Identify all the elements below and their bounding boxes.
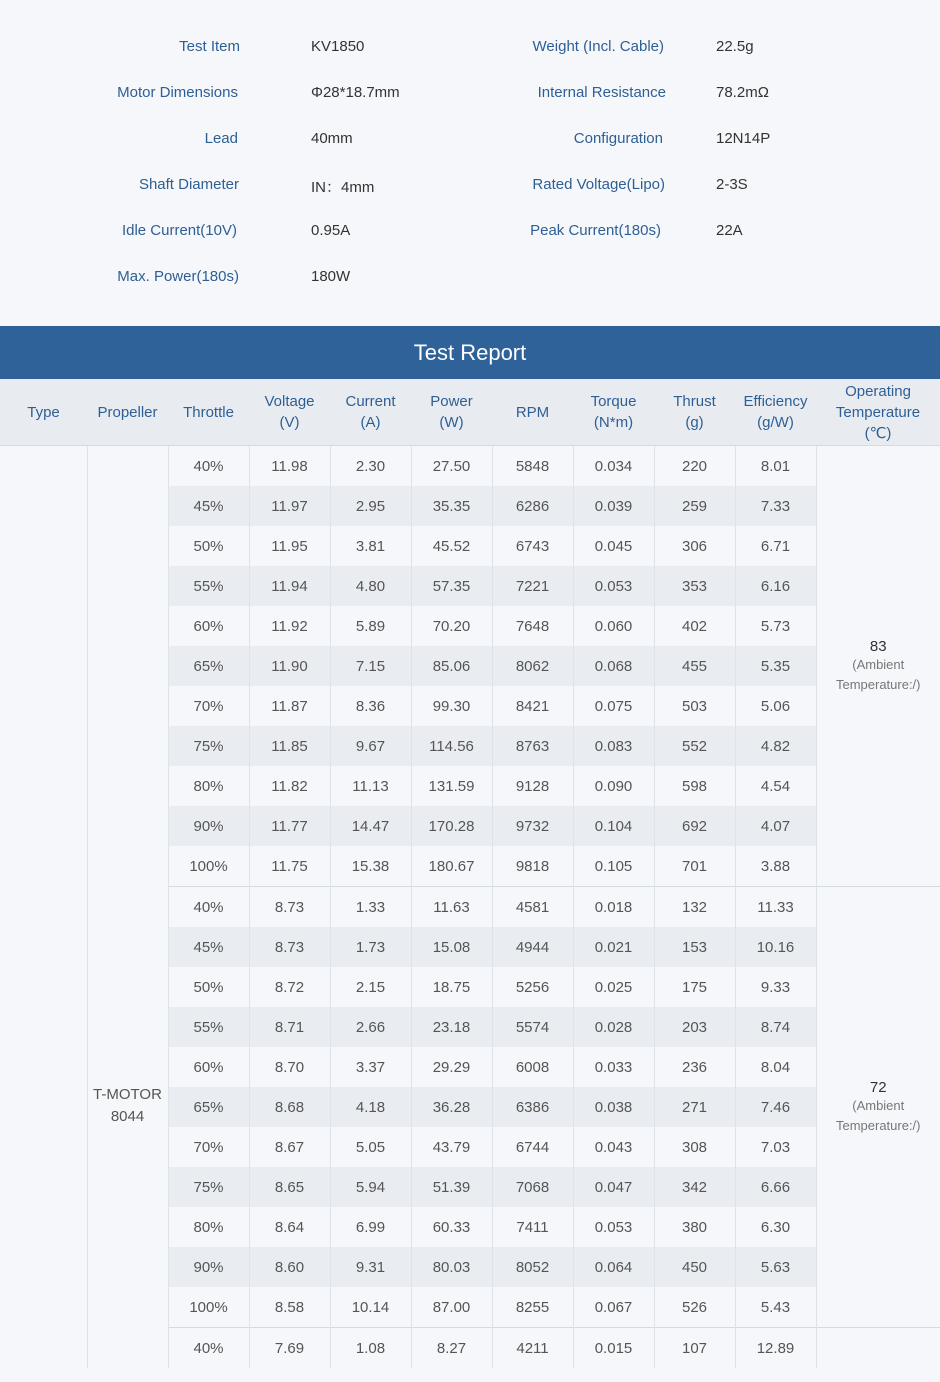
voltage-cell: 8.65 bbox=[249, 1167, 330, 1207]
current-cell: 10.14 bbox=[330, 1287, 411, 1328]
current-cell: 1.73 bbox=[330, 927, 411, 967]
thrust-cell: 380 bbox=[654, 1207, 735, 1247]
efficiency-cell: 8.04 bbox=[735, 1047, 816, 1087]
propeller-brand: T-MOTOR bbox=[93, 1086, 162, 1103]
voltage-cell: 8.60 bbox=[249, 1247, 330, 1287]
voltage-cell: 8.70 bbox=[249, 1047, 330, 1087]
voltage-cell: 11.77 bbox=[249, 806, 330, 846]
torque-cell: 0.105 bbox=[573, 846, 654, 887]
header-current: Current (A) bbox=[330, 379, 411, 446]
rpm-cell: 6386 bbox=[492, 1087, 573, 1127]
voltage-cell: 11.82 bbox=[249, 766, 330, 806]
voltage-cell: 8.64 bbox=[249, 1207, 330, 1247]
torque-cell: 0.067 bbox=[573, 1287, 654, 1328]
temperature-cell bbox=[816, 887, 940, 1328]
thrust-cell: 203 bbox=[654, 1007, 735, 1047]
throttle-cell: 80% bbox=[168, 766, 249, 806]
rpm-cell: 8763 bbox=[492, 726, 573, 766]
rpm-cell: 4581 bbox=[492, 887, 573, 928]
voltage-cell: 8.68 bbox=[249, 1087, 330, 1127]
spec-value-internal-resistance: 78.2mΩ bbox=[716, 84, 769, 101]
voltage-cell: 8.73 bbox=[249, 887, 330, 928]
efficiency-cell: 5.63 bbox=[735, 1247, 816, 1287]
torque-cell: 0.047 bbox=[573, 1167, 654, 1207]
rpm-cell: 8052 bbox=[492, 1247, 573, 1287]
current-cell: 9.31 bbox=[330, 1247, 411, 1287]
torque-cell: 0.038 bbox=[573, 1087, 654, 1127]
voltage-cell: 11.98 bbox=[249, 446, 330, 487]
efficiency-cell: 6.71 bbox=[735, 526, 816, 566]
throttle-cell: 70% bbox=[168, 1127, 249, 1167]
efficiency-cell: 6.30 bbox=[735, 1207, 816, 1247]
temperature-value: 83 bbox=[869, 637, 887, 655]
thrust-cell: 692 bbox=[654, 806, 735, 846]
throttle-cell: 50% bbox=[168, 967, 249, 1007]
efficiency-cell: 8.74 bbox=[735, 1007, 816, 1047]
rpm-cell: 9128 bbox=[492, 766, 573, 806]
spec-value-peak-current: 22A bbox=[716, 222, 743, 239]
thrust-cell: 353 bbox=[654, 566, 735, 606]
spec-value-weight: 22.5g bbox=[716, 38, 754, 55]
torque-cell: 0.090 bbox=[573, 766, 654, 806]
efficiency-cell: 7.03 bbox=[735, 1127, 816, 1167]
power-cell: 11.63 bbox=[411, 887, 492, 928]
thrust-cell: 306 bbox=[654, 526, 735, 566]
voltage-cell: 11.97 bbox=[249, 486, 330, 526]
rpm-cell: 5256 bbox=[492, 967, 573, 1007]
current-cell: 2.30 bbox=[330, 446, 411, 487]
spec-label-shaft-diameter: Shaft Diameter bbox=[138, 176, 239, 193]
temperature-cell bbox=[816, 446, 940, 887]
rpm-cell: 7221 bbox=[492, 566, 573, 606]
efficiency-cell: 7.33 bbox=[735, 486, 816, 526]
rpm-cell: 4211 bbox=[492, 1328, 573, 1369]
header-torque: Torque (N*m) bbox=[573, 379, 654, 446]
efficiency-cell: 4.07 bbox=[735, 806, 816, 846]
power-cell: 36.28 bbox=[411, 1087, 492, 1127]
header-power: Power (W) bbox=[411, 379, 492, 446]
efficiency-cell: 11.33 bbox=[735, 887, 816, 928]
power-cell: 8.27 bbox=[411, 1328, 492, 1369]
power-cell: 51.39 bbox=[411, 1167, 492, 1207]
torque-cell: 0.075 bbox=[573, 686, 654, 726]
torque-cell: 0.043 bbox=[573, 1127, 654, 1167]
torque-cell: 0.025 bbox=[573, 967, 654, 1007]
rpm-cell: 9732 bbox=[492, 806, 573, 846]
thrust-cell: 175 bbox=[654, 967, 735, 1007]
voltage-cell: 11.90 bbox=[249, 646, 330, 686]
current-cell: 2.15 bbox=[330, 967, 411, 1007]
rpm-cell: 8062 bbox=[492, 646, 573, 686]
throttle-cell: 55% bbox=[168, 1007, 249, 1047]
power-cell: 57.35 bbox=[411, 566, 492, 606]
torque-cell: 0.104 bbox=[573, 806, 654, 846]
efficiency-cell: 5.43 bbox=[735, 1287, 816, 1328]
efficiency-cell: 5.35 bbox=[735, 646, 816, 686]
table-row bbox=[0, 446, 940, 487]
spec-label-configuration: Configuration bbox=[573, 130, 663, 147]
spec-value-motor-dimensions: Φ28*18.7mm bbox=[311, 84, 400, 101]
voltage-cell: 11.95 bbox=[249, 526, 330, 566]
spec-label-peak-current: Peak Current(180s) bbox=[530, 222, 661, 239]
current-cell: 1.33 bbox=[330, 887, 411, 928]
efficiency-cell: 5.06 bbox=[735, 686, 816, 726]
rpm-cell: 6744 bbox=[492, 1127, 573, 1167]
thrust-cell: 236 bbox=[654, 1047, 735, 1087]
rpm-cell: 5574 bbox=[492, 1007, 573, 1047]
power-cell: 23.18 bbox=[411, 1007, 492, 1047]
current-cell: 4.80 bbox=[330, 566, 411, 606]
torque-cell: 0.045 bbox=[573, 526, 654, 566]
power-cell: 35.35 bbox=[411, 486, 492, 526]
ambient-note: Temperature:/) bbox=[835, 1117, 921, 1133]
torque-cell: 0.033 bbox=[573, 1047, 654, 1087]
current-cell: 5.89 bbox=[330, 606, 411, 646]
thrust-cell: 402 bbox=[654, 606, 735, 646]
temperature-cell bbox=[816, 1328, 940, 1369]
throttle-cell: 50% bbox=[168, 526, 249, 566]
torque-cell: 0.053 bbox=[573, 566, 654, 606]
power-cell: 80.03 bbox=[411, 1247, 492, 1287]
rpm-cell: 6743 bbox=[492, 526, 573, 566]
power-cell: 87.00 bbox=[411, 1287, 492, 1328]
header-efficiency: Efficiency (g/W) bbox=[735, 379, 816, 446]
header-voltage: Voltage (V) bbox=[249, 379, 330, 446]
voltage-cell: 11.94 bbox=[249, 566, 330, 606]
efficiency-cell: 6.16 bbox=[735, 566, 816, 606]
current-cell: 5.05 bbox=[330, 1127, 411, 1167]
torque-cell: 0.064 bbox=[573, 1247, 654, 1287]
current-cell: 3.37 bbox=[330, 1047, 411, 1087]
voltage-cell: 7.69 bbox=[249, 1328, 330, 1369]
power-cell: 43.79 bbox=[411, 1127, 492, 1167]
current-cell: 2.66 bbox=[330, 1007, 411, 1047]
throttle-cell: 45% bbox=[168, 927, 249, 967]
current-cell: 3.81 bbox=[330, 526, 411, 566]
thrust-cell: 526 bbox=[654, 1287, 735, 1328]
thrust-cell: 220 bbox=[654, 446, 735, 487]
rpm-cell: 6008 bbox=[492, 1047, 573, 1087]
rpm-cell: 8421 bbox=[492, 686, 573, 726]
thrust-cell: 552 bbox=[654, 726, 735, 766]
header-thrust: Thrust (g) bbox=[654, 379, 735, 446]
throttle-cell: 100% bbox=[168, 1287, 249, 1328]
propeller-cell bbox=[87, 446, 168, 1369]
current-cell: 5.94 bbox=[330, 1167, 411, 1207]
efficiency-cell: 4.82 bbox=[735, 726, 816, 766]
thrust-cell: 153 bbox=[654, 927, 735, 967]
efficiency-cell: 10.16 bbox=[735, 927, 816, 967]
rpm-cell: 7411 bbox=[492, 1207, 573, 1247]
throttle-cell: 90% bbox=[168, 806, 249, 846]
power-cell: 45.52 bbox=[411, 526, 492, 566]
ambient-note: Temperature:/) bbox=[835, 676, 921, 692]
spec-value-test-item: KV1850 bbox=[311, 38, 365, 55]
voltage-cell: 8.67 bbox=[249, 1127, 330, 1167]
table-header-row bbox=[0, 379, 940, 446]
voltage-cell: 11.75 bbox=[249, 846, 330, 887]
spec-section bbox=[0, 0, 940, 326]
rpm-cell: 9818 bbox=[492, 846, 573, 887]
voltage-cell: 8.71 bbox=[249, 1007, 330, 1047]
torque-cell: 0.083 bbox=[573, 726, 654, 766]
throttle-cell: 65% bbox=[168, 646, 249, 686]
power-cell: 15.08 bbox=[411, 927, 492, 967]
efficiency-cell: 7.46 bbox=[735, 1087, 816, 1127]
spec-value-max-power: 180W bbox=[311, 268, 351, 285]
spec-label-rated-voltage: Rated Voltage(Lipo) bbox=[532, 176, 665, 193]
torque-cell: 0.028 bbox=[573, 1007, 654, 1047]
throttle-cell: 75% bbox=[168, 726, 249, 766]
spec-value-lead: 40mm bbox=[311, 130, 353, 147]
current-cell: 6.99 bbox=[330, 1207, 411, 1247]
efficiency-cell: 9.33 bbox=[735, 967, 816, 1007]
header-propeller: Propeller bbox=[87, 379, 168, 446]
efficiency-cell: 8.01 bbox=[735, 446, 816, 487]
propeller-model: 8044 bbox=[110, 1108, 145, 1125]
efficiency-cell: 5.73 bbox=[735, 606, 816, 646]
spec-value-rated-voltage: 2-3S bbox=[716, 176, 748, 193]
voltage-cell: 8.73 bbox=[249, 927, 330, 967]
spec-label-test-item: Test Item bbox=[179, 38, 240, 55]
thrust-cell: 342 bbox=[654, 1167, 735, 1207]
power-cell: 18.75 bbox=[411, 967, 492, 1007]
voltage-cell: 8.72 bbox=[249, 967, 330, 1007]
throttle-cell: 45% bbox=[168, 486, 249, 526]
temperature-value: 72 bbox=[869, 1078, 887, 1096]
power-cell: 29.29 bbox=[411, 1047, 492, 1087]
table-body bbox=[0, 446, 940, 1369]
current-cell: 14.47 bbox=[330, 806, 411, 846]
power-cell: 60.33 bbox=[411, 1207, 492, 1247]
thrust-cell: 455 bbox=[654, 646, 735, 686]
torque-cell: 0.015 bbox=[573, 1328, 654, 1369]
throttle-cell: 60% bbox=[168, 606, 249, 646]
test-report-banner bbox=[0, 326, 940, 379]
thrust-cell: 271 bbox=[654, 1087, 735, 1127]
torque-cell: 0.021 bbox=[573, 927, 654, 967]
voltage-cell: 11.87 bbox=[249, 686, 330, 726]
throttle-cell: 55% bbox=[168, 566, 249, 606]
power-cell: 99.30 bbox=[411, 686, 492, 726]
spec-label-max-power: Max. Power(180s) bbox=[117, 268, 239, 285]
current-cell: 15.38 bbox=[330, 846, 411, 887]
spec-label-motor-dimensions: Motor Dimensions bbox=[117, 84, 238, 101]
thrust-cell: 308 bbox=[654, 1127, 735, 1167]
torque-cell: 0.068 bbox=[573, 646, 654, 686]
throttle-cell: 40% bbox=[168, 887, 249, 928]
efficiency-cell: 4.54 bbox=[735, 766, 816, 806]
throttle-cell: 60% bbox=[168, 1047, 249, 1087]
throttle-cell: 65% bbox=[168, 1087, 249, 1127]
ambient-note: (Ambient bbox=[852, 656, 905, 672]
rpm-cell: 7648 bbox=[492, 606, 573, 646]
power-cell: 114.56 bbox=[411, 726, 492, 766]
current-cell: 2.95 bbox=[330, 486, 411, 526]
efficiency-cell: 6.66 bbox=[735, 1167, 816, 1207]
rpm-cell: 4944 bbox=[492, 927, 573, 967]
power-cell: 85.06 bbox=[411, 646, 492, 686]
power-cell: 70.20 bbox=[411, 606, 492, 646]
power-cell: 170.28 bbox=[411, 806, 492, 846]
power-cell: 27.50 bbox=[411, 446, 492, 487]
current-cell: 7.15 bbox=[330, 646, 411, 686]
header-temperature: Operating Temperature (℃) bbox=[816, 379, 940, 446]
spec-value-idle-current: 0.95A bbox=[311, 222, 351, 239]
throttle-cell: 40% bbox=[168, 1328, 249, 1369]
torque-cell: 0.053 bbox=[573, 1207, 654, 1247]
spec-value-shaft-diameter: IN：4mm bbox=[311, 179, 375, 196]
thrust-cell: 503 bbox=[654, 686, 735, 726]
current-cell: 1.08 bbox=[330, 1328, 411, 1369]
current-cell: 4.18 bbox=[330, 1087, 411, 1127]
throttle-cell: 75% bbox=[168, 1167, 249, 1207]
thrust-cell: 450 bbox=[654, 1247, 735, 1287]
current-cell: 9.67 bbox=[330, 726, 411, 766]
throttle-cell: 80% bbox=[168, 1207, 249, 1247]
test-report-title: Test Report bbox=[413, 339, 527, 365]
power-cell: 180.67 bbox=[411, 846, 492, 887]
efficiency-cell: 12.89 bbox=[735, 1328, 816, 1369]
torque-cell: 0.034 bbox=[573, 446, 654, 487]
thrust-cell: 107 bbox=[654, 1328, 735, 1369]
throttle-cell: 40% bbox=[168, 446, 249, 487]
efficiency-cell: 3.88 bbox=[735, 846, 816, 887]
spec-label-idle-current: Idle Current(10V) bbox=[121, 222, 237, 239]
current-cell: 11.13 bbox=[330, 766, 411, 806]
throttle-cell: 90% bbox=[168, 1247, 249, 1287]
torque-cell: 0.039 bbox=[573, 486, 654, 526]
current-cell: 8.36 bbox=[330, 686, 411, 726]
torque-cell: 0.018 bbox=[573, 887, 654, 928]
rpm-cell: 6286 bbox=[492, 486, 573, 526]
throttle-cell: 70% bbox=[168, 686, 249, 726]
rpm-cell: 5848 bbox=[492, 446, 573, 487]
thrust-cell: 701 bbox=[654, 846, 735, 887]
torque-cell: 0.060 bbox=[573, 606, 654, 646]
header-rpm: RPM bbox=[492, 379, 573, 446]
type-cell bbox=[0, 446, 87, 1369]
rpm-cell: 7068 bbox=[492, 1167, 573, 1207]
thrust-cell: 132 bbox=[654, 887, 735, 928]
voltage-cell: 8.58 bbox=[249, 1287, 330, 1328]
power-cell: 131.59 bbox=[411, 766, 492, 806]
test-report-table bbox=[0, 379, 940, 1368]
spec-label-internal-resistance: Internal Resistance bbox=[537, 84, 666, 101]
spec-label-weight: Weight (Incl. Cable) bbox=[532, 38, 664, 55]
spec-value-configuration: 12N14P bbox=[716, 130, 771, 147]
voltage-cell: 11.92 bbox=[249, 606, 330, 646]
voltage-cell: 11.85 bbox=[249, 726, 330, 766]
spec-label-lead: Lead bbox=[204, 130, 238, 147]
rpm-cell: 8255 bbox=[492, 1287, 573, 1328]
throttle-cell: 100% bbox=[168, 846, 249, 887]
header-type: Type bbox=[0, 379, 87, 446]
thrust-cell: 598 bbox=[654, 766, 735, 806]
header-throttle: Throttle bbox=[168, 379, 249, 446]
ambient-note: (Ambient bbox=[852, 1097, 905, 1113]
thrust-cell: 259 bbox=[654, 486, 735, 526]
